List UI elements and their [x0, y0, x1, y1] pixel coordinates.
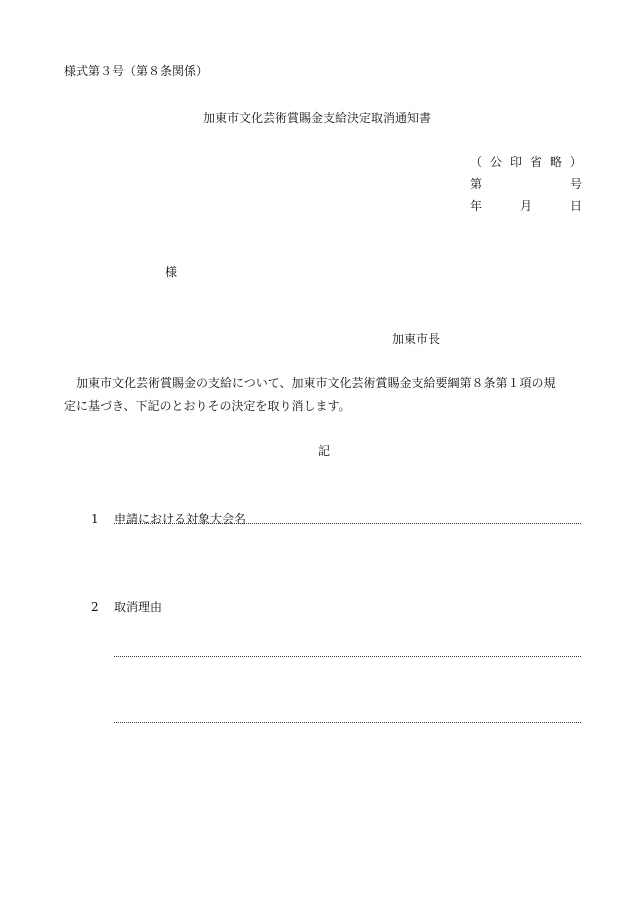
item-1-label: 申請における対象大会名 — [114, 512, 247, 526]
document-title: 加東市文化芸術賞賜金支給決定取消通知書 — [203, 111, 432, 125]
body-line-2: 定に基づき、下記のとおりその決定を取り消します。 — [64, 399, 351, 413]
item-1-number: 1 — [91, 512, 99, 526]
form-label: 様式第３号（第８条関係） — [64, 64, 209, 78]
date-day: 日 — [569, 199, 582, 213]
sender-name: 加東市長 — [392, 332, 441, 346]
seal-omitted-note — [470, 154, 582, 170]
item-2-label: 取消理由 — [114, 600, 163, 614]
item-2-entry-line-1 — [114, 656, 581, 657]
seal-omitted-text: （ 公 印 省 略 ） — [470, 155, 582, 169]
document-number-line — [470, 176, 582, 192]
ki-heading: 記 — [318, 444, 331, 458]
date-month: 月 — [519, 199, 532, 213]
number-prefix: 第 — [470, 177, 483, 191]
item-2-entry-line-2 — [114, 722, 581, 723]
date-line — [470, 198, 582, 214]
item-2-number: 2 — [91, 600, 99, 614]
body-line-1: 加東市文化芸術賞賜金の支給について、加東市文化芸術賞賜金支給要綱第８条第１項の規 — [76, 376, 556, 390]
date-year: 年 — [470, 199, 483, 213]
item-1-entry-line — [114, 523, 581, 524]
number-suffix: 号 — [569, 177, 582, 191]
recipient-honorific: 様 — [165, 265, 178, 279]
